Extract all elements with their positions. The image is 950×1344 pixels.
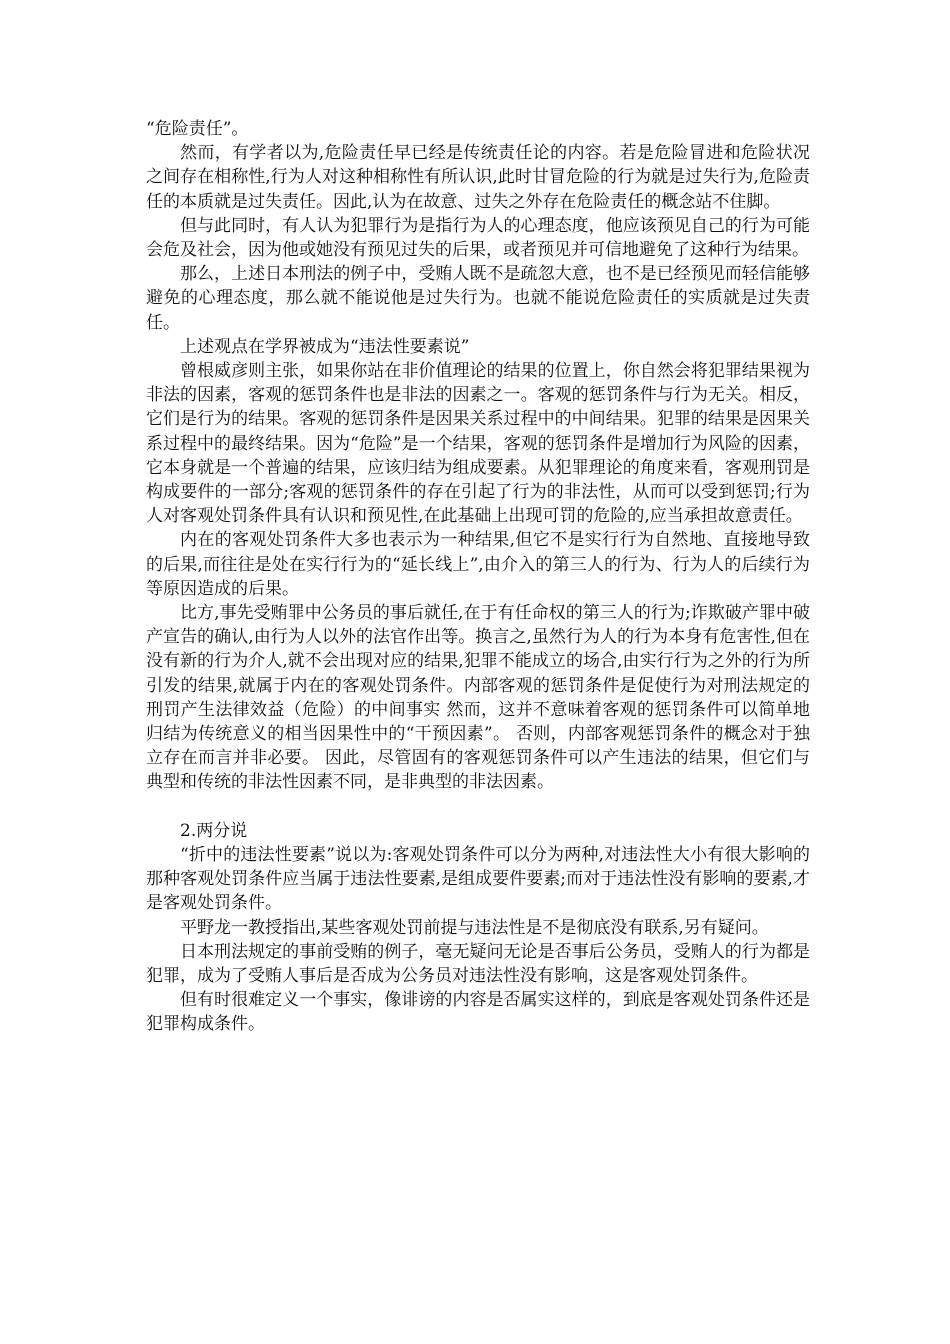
paragraph: 曾根威彦则主张，如果你站在非价值理论的结果的位置上，你自然会将犯罪结果视为非法的因素，客观的惩罚条件也是非法的因素之一。客观的惩罚条件与行为无关。相反，它们是行为的结果。客观的惩罚条件是因果关系过程中的中间结果。犯罪的结果是因果关系过程中的最终结果。因为“危险”是一个结果，客观的惩罚条件是增加行为风险的因素，它本身就是一个普遍的结果，应该归结为组成要素。从犯罪理论的角度来看，客观刑罚是构成要件的一部分;客观的惩罚条件的存在引起了行为的非法性，从而可以受到惩罚;行为人对客观处罚条件具有认识和预见性,在此基础上出现可罚的危险的,应当承担故意责任。 [146,361,810,527]
paragraph: 平野龙一教授指出,某些客观处罚前提与违法性是不是彻底没有联系,另有疑问。 [180,917,769,938]
paragraph: 但与此同时，有人认为犯罪行为是指行为人的心理态度，他应该预见自己的行为可能会危及社会，因为他或她没有预见过失的后果，或者预见并可信地避免了这种行为结果。 [146,215,810,261]
paragraph: 那么，上述日本刑法的例子中，受贿人既不是疏忽大意，也不是已经预见而轻信能够避免的心理态度，那么就不能说他是过失行为。也就不能说危险责任的实质就是过失责任。 [146,264,810,333]
paragraph: “折中的违法性要素”说以为:客观处罚条件可以分为两种,对违法性大小有很大影响的那种客观处罚条件应当属于违法性要素,是组成要件要素;而对于违法性没有影响的要素,才是客观处罚条件。 [146,844,810,914]
paragraph: 但有时很难定义一个事实，像诽谤的内容是否属实这样的，到底是客观处罚条件还是犯罪构成条件。 [146,990,810,1035]
document-body [146,117,810,1037]
paragraph: 然而，有学者以为,危险责任早已经是传统责任论的内容。若是危险冒进和危险状况之间存在相称性,行为人对这种相称性有所认识,此时甘冒危险的行为就是过失行为,危险责任的本质就是过失责任。因此,认为在故意、过失之外存在危险责任的概念站不住脚。 [146,143,810,212]
paragraph: 内在的客观处罚条件大多也表示为一种结果,但它不是实行行为自然地、直接地导致的后果,而往往是处在实行行为的“延长线上”,由介入的第三人的行为、行为人的后续行为等原因造成的后果。 [146,530,810,599]
section-heading: 2.两分说 [180,820,248,841]
paragraph: 日本刑法规定的事前受贿的例子，毫无疑问无论是否事后公务员，受贿人的行为都是犯罪，成为了受贿人事后是否成为公务员对违法性没有影响，这是客观处罚条件。 [146,941,810,986]
paragraph: 比方,事先受贿罪中公务员的事后就任,在于有任命权的第三人的行为;诈欺破产罪中破产宣告的确认,由行为人以外的法官作出等。换言之,虽然行为人的行为本身有危害性,但在没有新的行为介人,就不会出现对应的结果,犯罪不能成立的场合,由实行行为之外的行为所引发的结果,就属于内在的客观处罚条件。内部客观的惩罚条件是促使行为对刑法规定的刑罚产生法律效益（危险）的中间事实 然而，这并不意味着客观的惩罚条件可以简单地归结为传统意义的相当因果性中的“干预因素”。 否则，内部客观惩罚条件的概念对于独立存在而言并非必要。 因此，尽管固有的客观惩罚条件可以产生违法的结果，但它们与典型和传统的非法性因素不同，是非典型的非法因素。 [146,603,810,793]
paragraph: “危险责任”。 [146,119,249,139]
paragraph: 上述观点在学界被成为“违法性要素说” [180,336,470,357]
